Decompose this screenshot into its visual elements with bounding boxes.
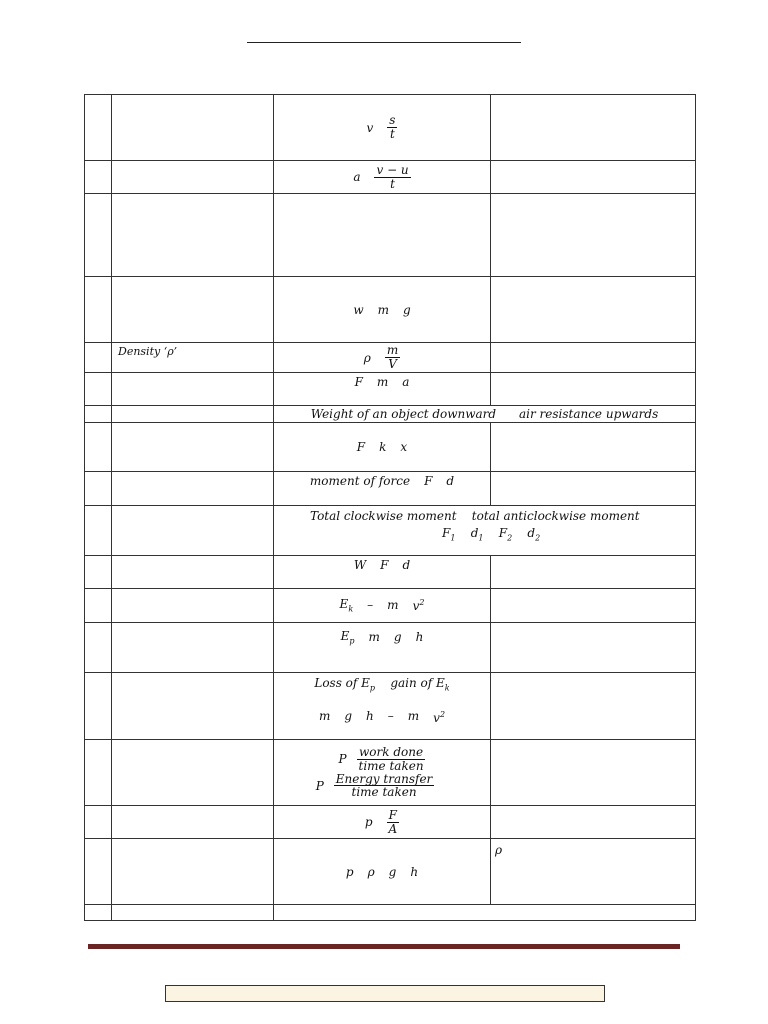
note-cell: [491, 556, 696, 589]
quantity-cell: [112, 905, 274, 921]
formula-kinetic-energy: $E_k$ – m $v^2$: [274, 589, 491, 623]
table-row: [85, 839, 696, 905]
table-row: [85, 623, 696, 673]
quantity-cell: [112, 95, 274, 161]
quantity-cell: [112, 506, 274, 556]
formula-hooke: F k x: [274, 423, 491, 472]
formula-energy-conservation: Loss of $E_p$ gain of $E_k$ m g h – m $v^2$: [274, 673, 491, 740]
note-cell: [491, 472, 696, 506]
quantity-cell: [112, 406, 274, 423]
row-number-cell: [85, 95, 112, 161]
quantity-cell: [112, 472, 274, 506]
table-row: [85, 194, 696, 277]
note-cell: [491, 277, 696, 343]
title-underline: [247, 42, 521, 43]
note-cell: [491, 740, 696, 806]
table-row: [85, 373, 696, 406]
table-row: [85, 556, 696, 589]
table-row: [85, 740, 696, 806]
table-row: [85, 589, 696, 623]
table-row: [85, 161, 696, 194]
formula-acceleration: a $\frac{v - u}{t}$: [274, 161, 491, 194]
footer-rule: [88, 944, 680, 949]
note-cell: ρ: [491, 839, 696, 905]
formula-cell: [274, 905, 696, 921]
quantity-cell: [112, 161, 274, 194]
formula-moment: moment of force F d: [274, 472, 491, 506]
note-cell: [491, 423, 696, 472]
note-cell: [491, 806, 696, 839]
quantity-cell: [112, 623, 274, 673]
quantity-cell: [112, 556, 274, 589]
formula-cell: [274, 194, 491, 277]
table-row: [85, 673, 696, 740]
quantity-cell: [112, 673, 274, 740]
quantity-cell: [112, 589, 274, 623]
note-cell: [491, 95, 696, 161]
formula-principle-of-moments: Total clockwise moment total anticlockwise moment $F_1$ $d_1$ $F_2$ $d_2$: [274, 506, 696, 556]
table-row: [85, 905, 696, 921]
note-cell: [491, 589, 696, 623]
quantity-cell: [112, 373, 274, 406]
formula-weight: w m g: [274, 277, 491, 343]
table-row: [85, 277, 696, 343]
note-cell: [491, 623, 696, 673]
formula-pressure: p $\frac{F}{A}$: [274, 806, 491, 839]
quantity-cell: Density ‘ρ’: [112, 343, 274, 373]
formula-density: ρ $\frac{m}{V}$: [274, 343, 491, 373]
quantity-cell: [112, 194, 274, 277]
formula-work: W F d: [274, 556, 491, 589]
note-cell: [491, 161, 696, 194]
note-cell: [491, 673, 696, 740]
formula-power: P $\frac{\text{work done}}{\text{time taken}}$ P $\frac{\text{Energy transfer}}{\text{time taken}}$: [274, 740, 491, 806]
footer-box: [165, 985, 605, 1002]
formula-speed: v $\frac{s}{t}$: [274, 95, 491, 161]
note-cell: [491, 373, 696, 406]
quantity-cell: [112, 423, 274, 472]
table-row: [85, 423, 696, 472]
quantity-cell: [112, 839, 274, 905]
quantity-cell: [112, 806, 274, 839]
formula-potential-energy: $E_p$ m g h: [274, 623, 491, 673]
note-cell: [491, 343, 696, 373]
table-row: [85, 506, 696, 556]
table-row: [85, 343, 696, 373]
formula-terminal: Weight of an object downward air resistance upwards: [274, 406, 696, 423]
formula-table: [84, 94, 696, 921]
table-row: [85, 406, 696, 423]
quantity-cell: [112, 740, 274, 806]
table-row: [85, 806, 696, 839]
formula-liquid-pressure: p ρ g h: [274, 839, 491, 905]
formula-force: F m a: [274, 373, 491, 406]
table-row: [85, 472, 696, 506]
table-row: [85, 95, 696, 161]
quantity-cell: [112, 277, 274, 343]
note-cell: [491, 194, 696, 277]
